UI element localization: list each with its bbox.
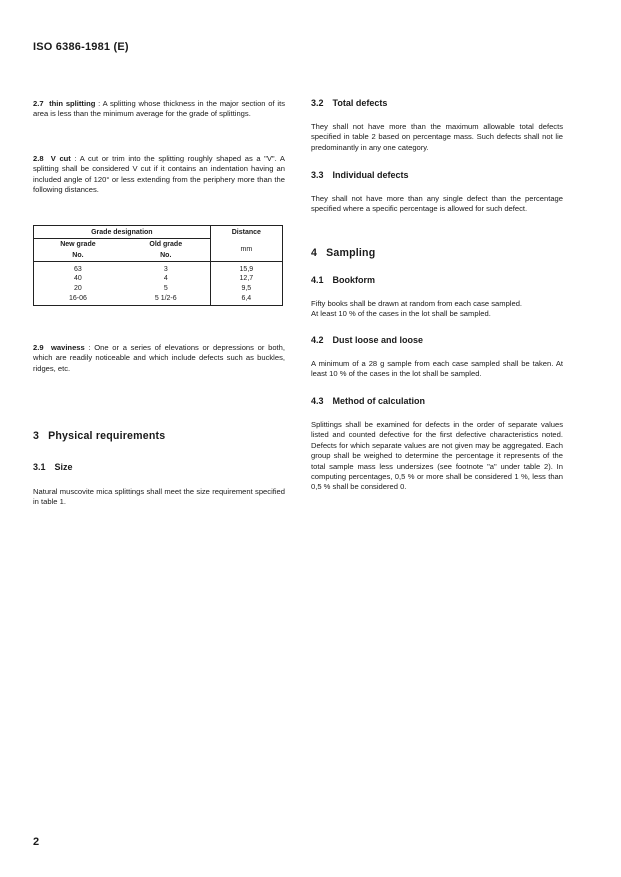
section-4-1-heading [311,275,375,285]
section-4-1-number: 4.1 [311,275,324,285]
old-grade-no: No. [122,250,210,262]
table-cell-new: 16-06 [34,293,122,305]
section-2-8-term: V cut [50,154,71,163]
section-3-1-heading [33,462,73,472]
v-cut-distance-table [33,225,283,306]
document-header: ISO 6386-1981 (E) [33,41,129,53]
section-3-number: 3 [33,430,40,442]
section-3-2-title: Total defects [332,98,388,108]
section-3-1-number: 3.1 [33,462,46,472]
section-4-heading [311,247,375,259]
table-cell-old: 5 [163,284,168,292]
section-3-2-body [311,122,563,153]
section-3-2-text: They shall not have more than the maximum allowable total defects specified in table 2 based on percentage mass. Such defects shall not lie predominantly in any one category. [311,122,563,152]
table-cell-new: 20 [34,283,122,293]
section-4-1-text-2: At least 10 % of the cases in the lot shall be sampled. [311,309,491,319]
section-2-9-number: 2.9 [33,343,44,352]
grade-designation-header: Grade designation [34,226,211,239]
table-cell-distance: 9,5 [210,283,282,293]
section-3-1-title: Size [54,462,73,472]
section-4-2-text: A minimum of a 28 g sample from each case sampled shall be taken. At least 10 % of the cases in the lot shall be sampled. [311,359,563,379]
table-cell-old: 3 [163,266,168,273]
section-3-1-text: Natural muscovite mica splittings shall meet the size requirement specified in table 1. [33,487,285,507]
table-cell-distance: 15,9 [210,262,282,274]
section-3-3-title: Individual defects [332,170,409,180]
table-cell-distance: 12,7 [210,273,282,283]
section-4-3-title: Method of calculation [332,396,426,406]
table-cell-old: 4 [163,274,168,282]
section-3-3-number: 3.3 [311,170,324,180]
section-4-2-body [311,359,563,380]
section-3-heading [33,430,165,442]
table-cell-old: 5 1/2-6 [122,293,210,305]
section-2-7-term: thin splitting [49,99,96,108]
section-3-3-body [311,194,563,215]
section-3-3-heading [311,170,409,180]
section-2-8-number: 2.8 [33,154,44,163]
section-4-1-body [311,299,563,320]
section-4-3-text: Splittings shall be examined for defects in the order of separate values listed and counted defective for the first defective characteristics noted. Defects for which separate values are not given may be aggregated. Each group shall be weighed to determine the percentage it represents of the total sample mass less undersizes (see footnote "a" under table 2). In computing percentages, 0,5 % or more shall be considered 1 %, less than 0,5 % shall be considered 0. [311,420,563,492]
old-grade-header: Old grade [149,240,183,248]
distance-unit: mm [210,239,282,262]
section-4-3-body [311,420,563,493]
table-cell-new: 63 [34,262,122,274]
section-2-7-number: 2.7 [33,99,44,108]
section-2-7-text: : A splitting whose thickness in the major section of its area is less than the minimum average for the grade of splittings. [33,99,285,119]
distance-header: Distance [210,226,282,239]
section-4-3-number: 4.3 [311,396,324,406]
section-3-3-text: They shall not have more than any single defect than the percentage specified where a specific percentage is allowed for such defect. [311,194,563,214]
section-4-2-number: 4.2 [311,335,324,345]
section-2-7 [33,99,285,120]
table-cell-distance: 6,4 [210,293,282,305]
section-4-2-title: Dust loose and loose [332,335,424,345]
section-3-1-body [33,487,285,508]
section-3-2-number: 3.2 [311,98,324,108]
table-cell-new: 40 [34,273,122,283]
section-3-2-heading [311,98,387,108]
section-4-2-heading [311,335,423,345]
section-4-number: 4 [311,247,318,259]
section-4-title: Sampling [326,247,376,259]
new-grade-no: No. [34,250,122,262]
section-3-title: Physical requirements [48,430,166,442]
section-2-9 [33,343,285,374]
section-4-1-text-1: Fifty books shall be drawn at random from each case sampled. [311,299,523,308]
section-2-9-text: : One or a series of elevations or depressions or both, which are readily noticeable and which include defects such as buckles, ridges, etc. [33,343,285,373]
section-4-3-heading [311,396,425,406]
section-2-8 [33,154,285,196]
section-4-1-title: Bookform [332,275,376,285]
section-2-8-text: : A cut or trim into the splitting roughly shaped as a "V". A splitting shall be considered V cut if it contains an indentation having an included angle of 120° or less extending from the periphery more than the following distances. [33,154,285,195]
section-2-9-term: waviness [50,343,85,352]
page-number: 2 [33,836,40,848]
new-grade-header: New grade [34,239,122,250]
